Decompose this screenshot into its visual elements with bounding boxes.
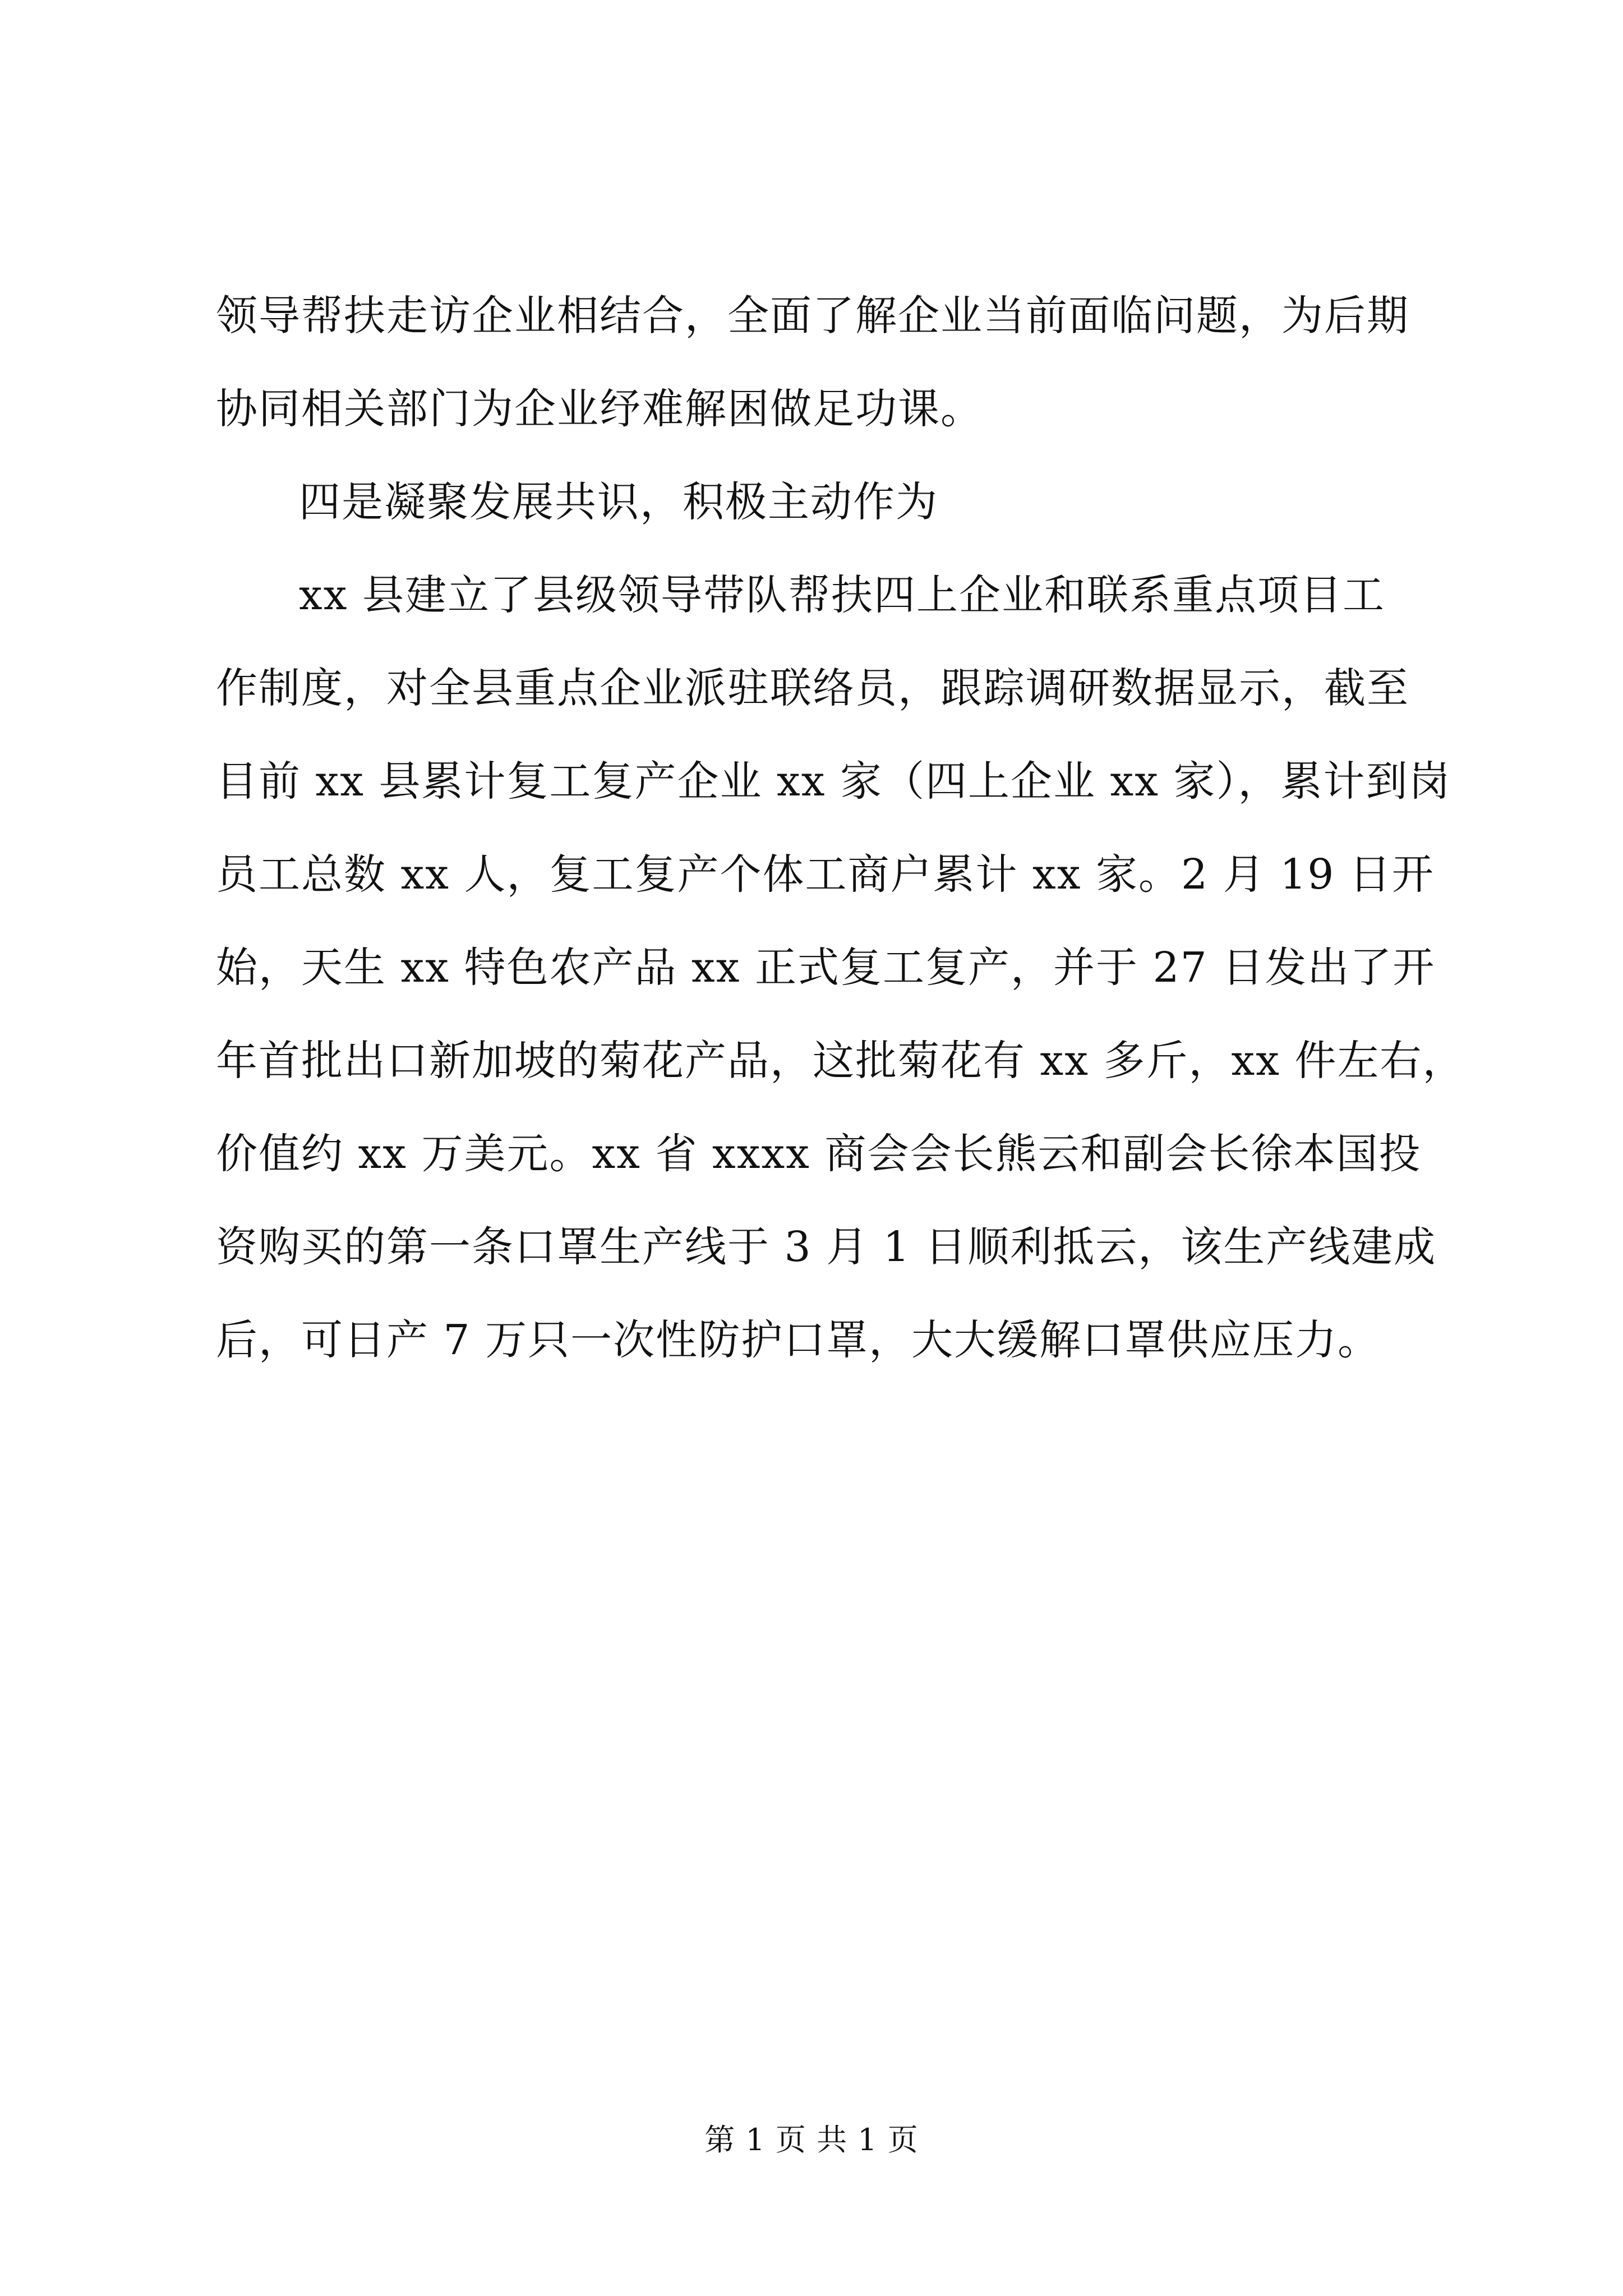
paragraph-line: 始，天生 xx 特色农产品 xx 正式复工复产，并于 27 日发出了开: [216, 944, 1436, 992]
paragraph-line: 价值约 xx 万美元。xx 省 xxxx 商会会长熊云和副会长徐本国投: [216, 1130, 1422, 1178]
paragraph-line: 年首批出口新加坡的菊花产品，这批菊花有 xx 多斤，xx 件左右，: [216, 1037, 1465, 1085]
paragraph-line: 资购买的第一条口罩生产线于 3 月 1 日顺利抵云，该生产线建成: [216, 1223, 1437, 1271]
paragraph-line: xx 县建立了县级领导带队帮扶四上企业和联系重点项目工: [299, 571, 1385, 619]
paragraph-line: 后，可日产 7 万只一次性防护口罩，大大缓解口罩供应压力。: [216, 1316, 1381, 1364]
section-heading: 四是凝聚发展共识，积极主动作为: [299, 478, 938, 526]
page-number-footer: 第 1 页 共 1 页: [704, 2122, 919, 2157]
paragraph-line: 员工总数 xx 人，复工复产个体工商户累计 xx 家。2 月 19 日开: [216, 850, 1435, 899]
document-body: [216, 269, 1465, 1387]
paragraph-line: 目前 xx 县累计复工复产企业 xx 家（四上企业 xx 家），累计到岗: [216, 757, 1451, 806]
paragraph-line: 协同相关部门为企业纾难解困做足功课。: [216, 385, 983, 433]
paragraph-line: 领导帮扶走访企业相结合，全面了解企业当前面临问题，为后期: [216, 292, 1409, 340]
paragraph-line: 作制度，对全县重点企业派驻联络员，跟踪调研数据显示，截至: [216, 664, 1409, 712]
